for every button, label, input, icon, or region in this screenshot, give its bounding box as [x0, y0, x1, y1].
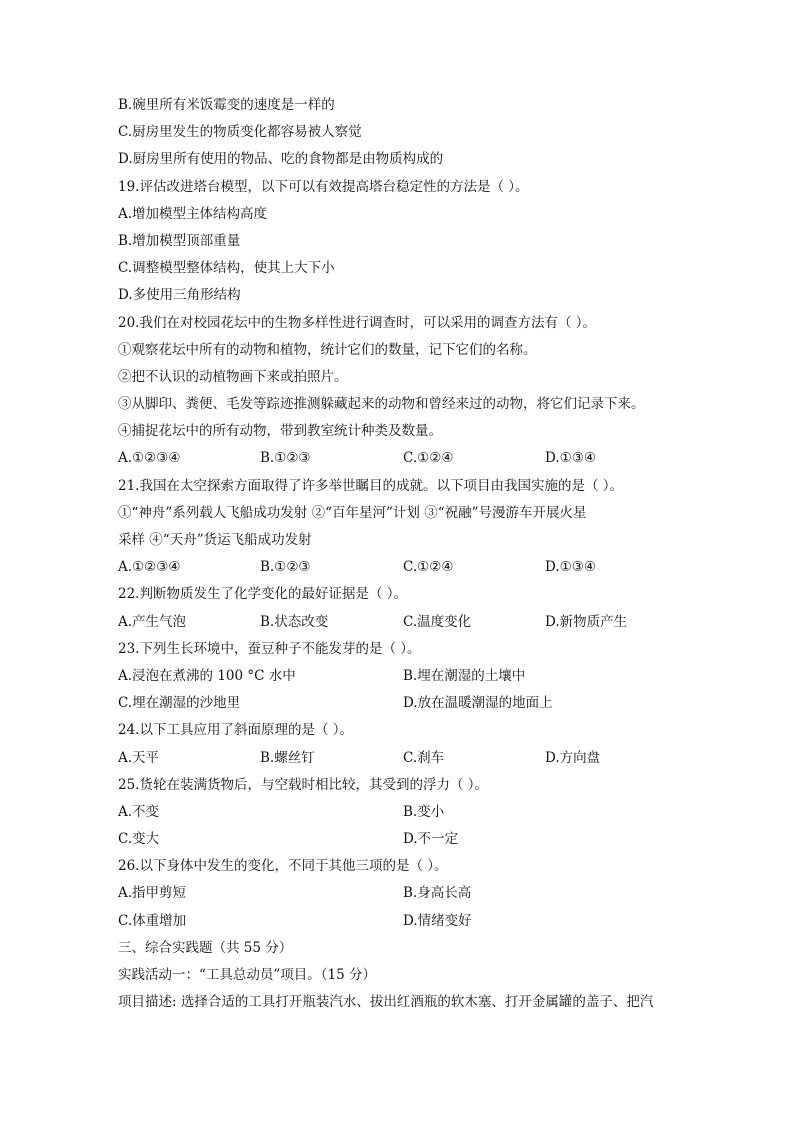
- q20-method-3: ③从脚印、粪便、毛发等踪迹推测躲藏起来的动物和曾经来过的动物，将它们记录下来。: [118, 396, 645, 413]
- q19-option-d: D.多使用三角形结构: [118, 287, 241, 304]
- q22-option-a: A.产生气泡: [118, 613, 187, 630]
- q20-option-c: C.①②④: [403, 450, 454, 467]
- q21-items-line2: 采样 ④“天舟”货运飞船成功发射: [118, 532, 312, 548]
- q25-stem: 25.货轮在装满货物后，与空载时相比较，其受到的浮力（ ）。: [118, 776, 489, 793]
- q23-stem: 23.下列生长环境中，蚕豆种子不能发芽的是（ ）。: [118, 640, 421, 657]
- q25-options-row2: [118, 826, 678, 853]
- q24-options: [118, 745, 678, 772]
- q26-option-a: A.指甲剪短: [118, 885, 187, 902]
- q22-stem: 22.判断物质发生了化学变化的最好证据是（ ）。: [118, 586, 408, 603]
- q24-option-b: B.螺丝钉: [260, 749, 315, 766]
- q21-stem: 21.我国在太空探索方面取得了许多举世瞩目的成就。以下项目由我国实施的是（ ）。: [118, 477, 624, 494]
- question-content: [118, 92, 678, 1016]
- q21-option-a: A.①②③④: [118, 559, 181, 576]
- q21-option-c: C.①②④: [403, 559, 454, 576]
- q24-option-a: A.天平: [118, 749, 160, 766]
- q19-stem: 19.评估改进塔台模型，以下可以有效提高塔台稳定性的方法是（ ）。: [118, 178, 529, 195]
- q24-option-d: D.方向盘: [545, 749, 601, 766]
- q19-option-c: C.调整模型整体结构，使其上大下小: [118, 260, 335, 277]
- q26-stem: 26.以下身体中发生的变化，不同于其他三项的是（ ）。: [118, 858, 448, 875]
- q23-option-b: B.埋在潮湿的土壤中: [403, 667, 526, 684]
- q26-options-row1: [118, 880, 678, 907]
- q22-option-b: B.状态改变: [260, 613, 329, 630]
- q26-option-b: B.身高长高: [403, 885, 472, 902]
- q22-option-d: D.新物质产生: [545, 613, 628, 630]
- q18-option-c: C.厨房里发生的物质变化都容易被人察觉: [118, 124, 362, 141]
- q21-options: [118, 554, 678, 581]
- q24-stem: 24.以下工具应用了斜面原理的是（ ）。: [118, 722, 354, 739]
- q25-option-c: C.变大: [118, 831, 160, 848]
- q26-option-c: C.体重增加: [118, 912, 187, 929]
- q20-method-4: ④捕捉花坛中的所有动物，带到教室统计种类及数量。: [118, 423, 442, 440]
- q25-options-row1: [118, 799, 678, 826]
- q20-method-1: ①观察花坛中所有的动物和植物，统计它们的数量，记下它们的名称。: [118, 341, 537, 358]
- q19-option-a: A.增加模型主体结构高度: [118, 205, 268, 222]
- q21-items-line1: ①“神舟”系列载人飞船成功发射 ②“百年星河”计划 ③“祝融”号漫游车开展火星: [118, 504, 587, 521]
- q23-option-c: C.埋在潮湿的沙地里: [118, 695, 241, 712]
- q26-options-row2: [118, 908, 678, 935]
- section-3-heading: 三、综合实践题（共 55 分）: [118, 939, 293, 956]
- q23-options-row1: [118, 663, 678, 690]
- q21-option-b: B.①②③: [260, 559, 311, 576]
- q21-option-d: D.①③④: [545, 559, 596, 576]
- q20-options: [118, 445, 678, 472]
- q18-option-d: D.厨房里所有使用的物品、吃的食物都是由物质构成的: [118, 151, 444, 168]
- q22-option-c: C.温度变化: [403, 613, 472, 630]
- q20-stem: 20.我们在对校园花坛中的生物多样性进行调查时，可以采用的调查方法有（ ）。: [118, 314, 597, 331]
- q20-option-d: D.①③④: [545, 450, 596, 467]
- q25-option-a: A.不变: [118, 803, 160, 820]
- q18-option-b: B.碗里所有米饭霉变的速度是一样的: [118, 97, 335, 113]
- q22-options: [118, 609, 678, 636]
- q23-option-d: D.放在温暖潮湿的地面上: [403, 695, 553, 712]
- q19-option-b: B.增加模型顶部重量: [118, 232, 241, 249]
- q26-option-d: D.情绪变好: [403, 912, 472, 929]
- activity-1-title: 实践活动一：“工具总动员”项目。（15 分）: [118, 967, 377, 983]
- q23-options-row2: [118, 690, 678, 717]
- q20-option-a: A.①②③④: [118, 450, 181, 467]
- q24-option-c: C.刹车: [403, 749, 445, 766]
- project-description: 项目描述: 选择合适的工具打开瓶装汽水、拔出红酒瓶的软木塞、打开金属罐的盖子、把汽: [118, 994, 654, 1011]
- q23-option-a: A.浸泡在煮沸的 100 °C 水中: [118, 667, 296, 684]
- q25-option-d: D.不一定: [403, 831, 459, 848]
- q25-option-b: B.变小: [403, 803, 445, 820]
- q20-option-b: B.①②③: [260, 450, 311, 467]
- q20-method-2: ②把不认识的动植物画下来或拍照片。: [118, 368, 348, 385]
